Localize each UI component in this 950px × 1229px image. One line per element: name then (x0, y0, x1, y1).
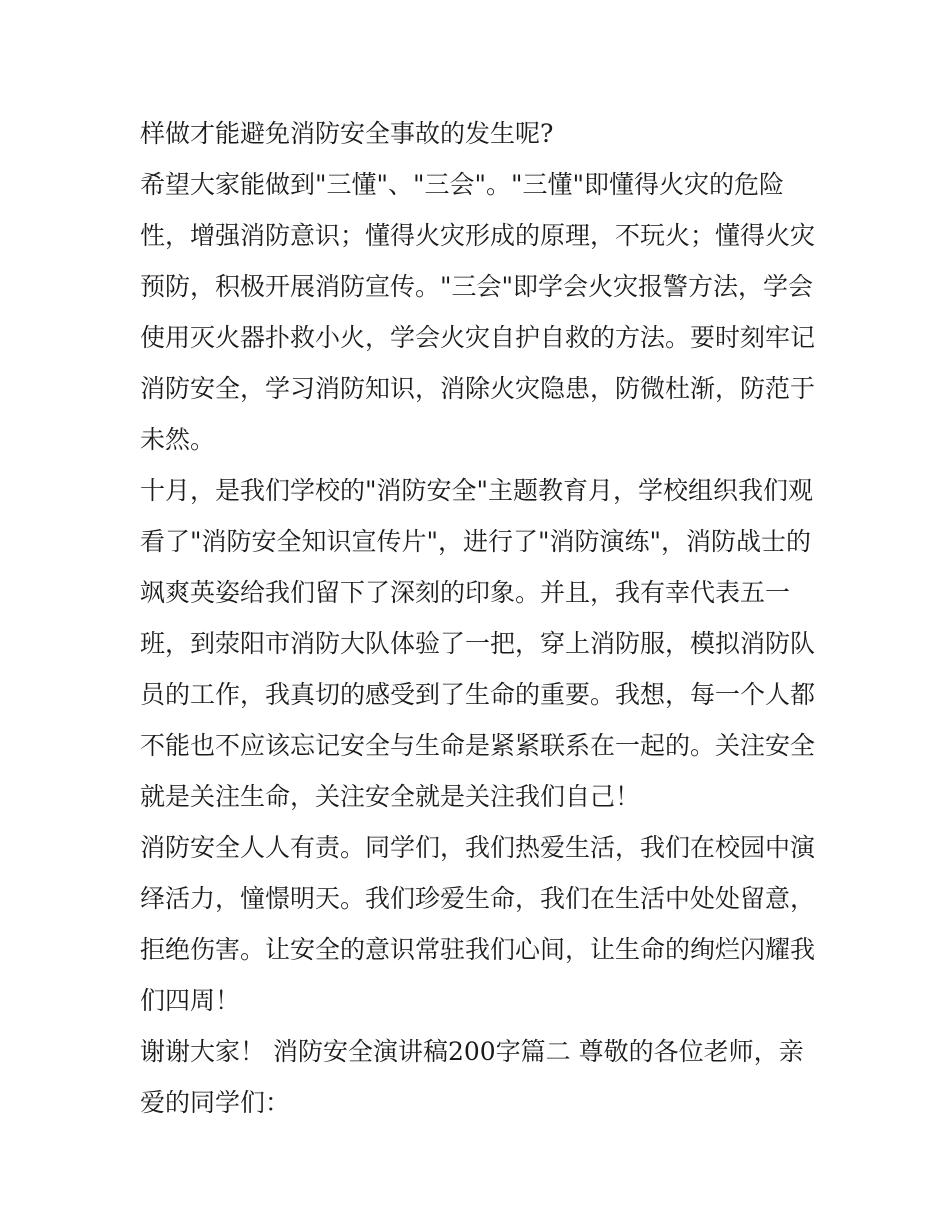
paragraph-5 (140, 1026, 816, 1128)
text-line: 绎活力，憧憬明天。我们珍爱生命，我们在生活中处处留意， (140, 884, 816, 913)
text-line: 谢谢大家！ 消防安全演讲稿200字篇二 尊敬的各位老师，亲 (140, 1037, 804, 1066)
text-line: 爱的同学们： (140, 1088, 291, 1117)
text-line: 样做才能避免消防安全事故的发生呢? (140, 119, 554, 148)
text-line: 未然。 (140, 425, 216, 454)
text-line: 就是关注生命，关注安全就是关注我们自己！ (140, 782, 641, 811)
text-line: 消防安全，学习消防知识，消除火灾隐患，防微杜渐，防范于 (140, 374, 816, 403)
text-line: 十月，是我们学校的"消防安全"主题教育月，学校组织我们观 (140, 476, 814, 505)
text-line: 性，增强消防意识；懂得火灾形成的原理，不玩火；懂得火灾 (140, 221, 816, 250)
paragraph-3 (140, 465, 816, 822)
text-line: 飒爽英姿给我们留下了深刻的印象。并且，我有幸代表五一 (140, 578, 791, 607)
paragraph-1 (140, 108, 816, 159)
text-line: 拒绝伤害。让安全的意识常驻我们心间，让生命的绚烂闪耀我 (140, 935, 816, 964)
text-line: 们四周！ (140, 986, 241, 1015)
paragraph-4 (140, 822, 816, 1026)
text-line: 希望大家能做到"三懂"、"三会"。"三懂"即懂得火灾的危险 (140, 170, 784, 199)
document-body (140, 108, 816, 1128)
text-line: 消防安全人人有责。同学们，我们热爱生活，我们在校园中演 (140, 833, 816, 862)
paragraph-2 (140, 159, 816, 465)
text-line: 员的工作，我真切的感受到了生命的重要。我想，每一个人都 (140, 680, 816, 709)
text-line: 预防，积极开展消防宣传。"三会"即学会火灾报警方法，学会 (140, 272, 814, 301)
text-line: 班，到荥阳市消防大队体验了一把，穿上消防服，模拟消防队 (140, 629, 816, 658)
text-line: 不能也不应该忘记安全与生命是紧紧联系在一起的。关注安全 (140, 731, 816, 760)
text-line: 看了"消防安全知识宣传片"，进行了"消防演练"，消防战士的 (140, 527, 811, 556)
text-line: 使用灭火器扑救小火，学会火灾自护自救的方法。要时刻牢记 (140, 323, 816, 352)
